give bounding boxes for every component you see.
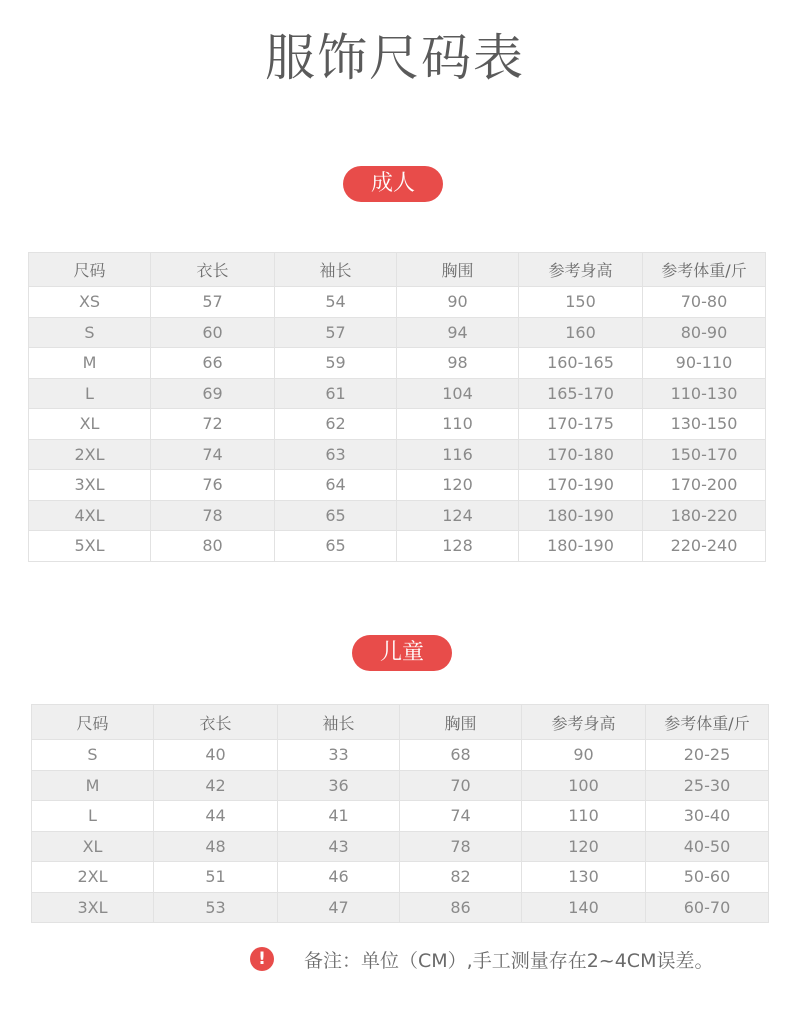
- table-cell: 2XL: [32, 862, 154, 893]
- table-cell: 59: [275, 348, 397, 379]
- kids-size-table: [31, 704, 769, 923]
- column-header: 参考身高: [522, 705, 646, 740]
- table-cell: 110-130: [643, 378, 766, 409]
- table-cell: 70: [400, 770, 522, 801]
- table-row: [29, 531, 766, 562]
- table-row: [32, 862, 769, 893]
- table-cell: 70-80: [643, 287, 766, 318]
- table-cell: 74: [151, 439, 275, 470]
- table-row: [29, 470, 766, 501]
- table-cell: 66: [151, 348, 275, 379]
- table-cell: 42: [154, 770, 278, 801]
- table-cell: 100: [522, 770, 646, 801]
- table-cell: XS: [29, 287, 151, 318]
- column-header: 尺码: [29, 253, 151, 287]
- table-cell: 90: [522, 740, 646, 771]
- table-cell: XL: [32, 831, 154, 862]
- table-cell: L: [29, 378, 151, 409]
- table-cell: 3XL: [32, 892, 154, 923]
- table-cell: 180-190: [519, 531, 643, 562]
- remark-note: [250, 944, 713, 974]
- table-row: [29, 348, 766, 379]
- column-header: 参考体重/斤: [643, 253, 766, 287]
- column-header: 尺码: [32, 705, 154, 740]
- table-cell: 78: [151, 500, 275, 531]
- table-cell: 94: [397, 317, 519, 348]
- column-header: 胸围: [400, 705, 522, 740]
- table-cell: 40: [154, 740, 278, 771]
- table-cell: 50-60: [646, 862, 769, 893]
- table-row: [32, 740, 769, 771]
- table-cell: 170-175: [519, 409, 643, 440]
- table-header-row: [29, 253, 766, 287]
- table-cell: 60-70: [646, 892, 769, 923]
- table-cell: XL: [29, 409, 151, 440]
- table-row: [29, 409, 766, 440]
- table-cell: 120: [397, 470, 519, 501]
- column-header: 衣长: [151, 253, 275, 287]
- kids-section-badge: 儿童: [352, 635, 452, 671]
- table-cell: 65: [275, 531, 397, 562]
- table-cell: 3XL: [29, 470, 151, 501]
- table-row: [29, 287, 766, 318]
- table-row: [32, 892, 769, 923]
- table-cell: 5XL: [29, 531, 151, 562]
- table-row: [29, 500, 766, 531]
- table-cell: 165-170: [519, 378, 643, 409]
- table-cell: S: [29, 317, 151, 348]
- table-cell: 170-190: [519, 470, 643, 501]
- adult-section-badge: 成人: [343, 166, 443, 202]
- table-cell: 51: [154, 862, 278, 893]
- column-header: 衣长: [154, 705, 278, 740]
- table-row: [32, 831, 769, 862]
- table-cell: 180-220: [643, 500, 766, 531]
- table-cell: 170-200: [643, 470, 766, 501]
- table-cell: 63: [275, 439, 397, 470]
- table-cell: 160: [519, 317, 643, 348]
- table-cell: 90: [397, 287, 519, 318]
- table-cell: 180-190: [519, 500, 643, 531]
- table-cell: 65: [275, 500, 397, 531]
- table-cell: 124: [397, 500, 519, 531]
- table-cell: 78: [400, 831, 522, 862]
- table-cell: 4XL: [29, 500, 151, 531]
- table-cell: 76: [151, 470, 275, 501]
- remark-text: 备注：单位（CM）,手工测量存在2~4CM误差。: [304, 949, 714, 972]
- table-cell: 130: [522, 862, 646, 893]
- table-cell: 64: [275, 470, 397, 501]
- table-cell: 57: [151, 287, 275, 318]
- table-cell: 53: [154, 892, 278, 923]
- table-cell: 130-150: [643, 409, 766, 440]
- table-cell: 30-40: [646, 801, 769, 832]
- table-cell: 40-50: [646, 831, 769, 862]
- table-cell: 36: [278, 770, 400, 801]
- table-cell: 120: [522, 831, 646, 862]
- table-cell: 110: [397, 409, 519, 440]
- table-cell: 41: [278, 801, 400, 832]
- table-cell: S: [32, 740, 154, 771]
- table-cell: 110: [522, 801, 646, 832]
- adult-size-table: [28, 252, 766, 562]
- table-cell: 62: [275, 409, 397, 440]
- page-title: 服饰尺码表: [265, 29, 525, 87]
- table-cell: 86: [400, 892, 522, 923]
- table-cell: 43: [278, 831, 400, 862]
- table-cell: 170-180: [519, 439, 643, 470]
- table-row: [29, 439, 766, 470]
- table-cell: 220-240: [643, 531, 766, 562]
- table-cell: 47: [278, 892, 400, 923]
- table-cell: 140: [522, 892, 646, 923]
- table-cell: 69: [151, 378, 275, 409]
- table-cell: M: [29, 348, 151, 379]
- table-cell: 48: [154, 831, 278, 862]
- table-cell: 116: [397, 439, 519, 470]
- table-cell: 25-30: [646, 770, 769, 801]
- table-row: [32, 801, 769, 832]
- table-cell: 44: [154, 801, 278, 832]
- table-cell: 33: [278, 740, 400, 771]
- table-row: [32, 770, 769, 801]
- table-cell: 128: [397, 531, 519, 562]
- table-cell: 2XL: [29, 439, 151, 470]
- table-cell: 68: [400, 740, 522, 771]
- table-cell: 54: [275, 287, 397, 318]
- table-cell: 20-25: [646, 740, 769, 771]
- table-cell: 57: [275, 317, 397, 348]
- table-row: [29, 317, 766, 348]
- table-cell: 80-90: [643, 317, 766, 348]
- table-cell: 61: [275, 378, 397, 409]
- table-cell: L: [32, 801, 154, 832]
- table-cell: 98: [397, 348, 519, 379]
- table-header-row: [32, 705, 769, 740]
- table-cell: 60: [151, 317, 275, 348]
- table-cell: 160-165: [519, 348, 643, 379]
- table-cell: M: [32, 770, 154, 801]
- table-cell: 46: [278, 862, 400, 893]
- table-cell: 150: [519, 287, 643, 318]
- table-cell: 82: [400, 862, 522, 893]
- table-cell: 90-110: [643, 348, 766, 379]
- table-cell: 80: [151, 531, 275, 562]
- table-cell: 150-170: [643, 439, 766, 470]
- column-header: 参考身高: [519, 253, 643, 287]
- table-cell: 72: [151, 409, 275, 440]
- column-header: 袖长: [275, 253, 397, 287]
- table-row: [29, 378, 766, 409]
- column-header: 胸围: [397, 253, 519, 287]
- column-header: 袖长: [278, 705, 400, 740]
- column-header: 参考体重/斤: [646, 705, 769, 740]
- table-cell: 74: [400, 801, 522, 832]
- table-cell: 104: [397, 378, 519, 409]
- exclamation-icon: !: [250, 947, 274, 971]
